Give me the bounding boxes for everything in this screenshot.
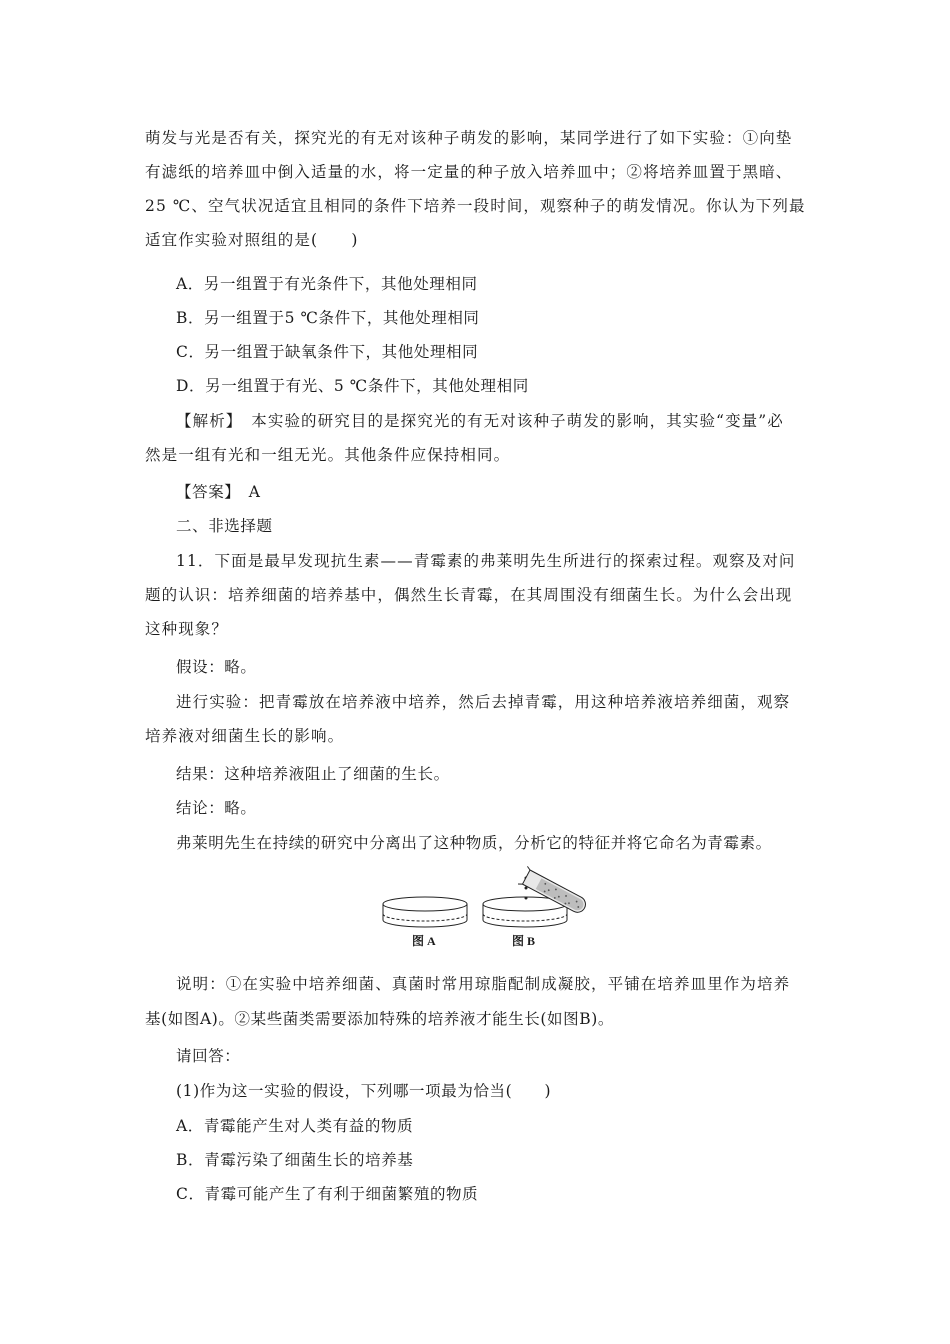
section-title: 二、非选择题: [176, 517, 273, 535]
q11-sub1-option-a: A．青霉能产生对人类有益的物质: [176, 1117, 414, 1135]
q10-option-d: D．另一组置于有光、5 ℃条件下，其他处理相同: [176, 377, 529, 395]
q11-intro-line-2: 题的认识：培养细菌的培养基中，偶然生长青霉，在其周围没有细菌生长。为什么会出现: [145, 586, 793, 604]
q11-sub1-option-c: C．青霉可能产生了有利于细菌繁殖的物质: [176, 1185, 479, 1203]
q11-experiment-line-2: 培养液对细菌生长的影响。: [145, 727, 345, 745]
petri-dish-a: [383, 897, 467, 927]
q11-please-answer: 请回答：: [176, 1047, 241, 1065]
q10-stem-line-2: 有滤纸的培养皿中倒入适量的水，将一定量的种子放入培养皿中；②将培养皿置于黑暗、: [145, 163, 793, 181]
q10-analysis-line-2: 然是一组有光和一组无光。其他条件应保持相同。: [145, 446, 511, 464]
q11-note-line-2: 基(如图A)。②某些菌类需要添加特殊的培养液才能生长(如图B)。: [145, 1010, 614, 1028]
q11-hypothesis: 假设：略。: [176, 658, 257, 676]
q11-result: 结果：这种培养液阻止了细菌的生长。: [176, 765, 450, 783]
q10-analysis-line-1: 【解析】 本实验的研究目的是探究光的有无对该种子萌发的影响，其实验“变量”必: [176, 412, 784, 430]
q10-stem-line-1: 萌发与光是否有关，探究光的有无对该种子萌发的影响，某同学进行了如下实验：①向垫: [145, 129, 793, 147]
petri-dish-figure: [380, 858, 620, 950]
q11-conclusion: 结论：略。: [176, 799, 257, 817]
q11-sub1: (1)作为这一实验的假设，下列哪一项最为恰当( ): [176, 1082, 552, 1100]
q10-answer: 【答案】 A: [176, 483, 261, 501]
figure-a-label: 图 A: [412, 934, 436, 948]
q11-continued: 弗莱明先生在持续的研究中分离出了这种物质，分析它的特征并将它命名为青霉素。: [176, 834, 772, 852]
q10-option-a: A．另一组置于有光条件下，其他处理相同: [176, 275, 478, 293]
q11-intro-line-1: 11．下面是最早发现抗生素——青霉素的弗莱明先生所进行的探索过程。观察及对问: [176, 552, 796, 570]
q10-option-b: B．另一组置于5 ℃条件下，其他处理相同: [176, 309, 480, 327]
q11-intro-line-3: 这种现象？: [145, 620, 229, 638]
q10-stem-line-4: 适宜作实验对照组的是( ): [145, 231, 359, 249]
q11-sub1-option-b: B．青霉污染了细菌生长的培养基: [176, 1151, 414, 1169]
q11-experiment-line-1: 进行实验：把青霉放在培养液中培养，然后去掉青霉，用这种培养液培养细菌，观察: [176, 693, 791, 711]
q11-note-line-1: 说明：①在实验中培养细菌、真菌时常用琼脂配制成凝胶，平铺在培养皿里作为培养: [176, 975, 791, 993]
q10-option-c: C．另一组置于缺氧条件下，其他处理相同: [176, 343, 479, 361]
q10-stem-line-3: 25 ℃、空气状况适宜且相同的条件下培养一段时间，观察种子的萌发情况。你认为下列最: [145, 197, 806, 215]
figure-b-label: 图 B: [512, 934, 536, 948]
